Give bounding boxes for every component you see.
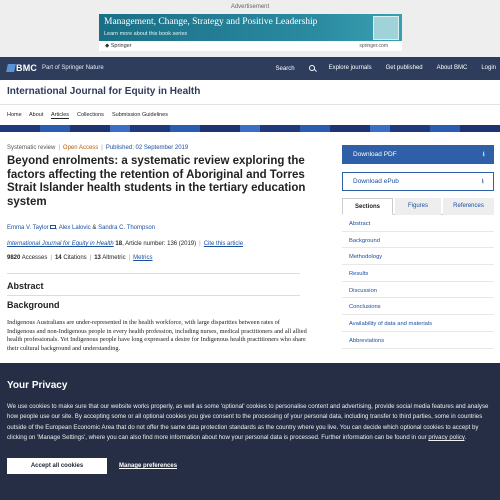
separator: | [101,145,103,151]
ad-subtitle: Learn more about this book series [104,31,188,37]
tab-figures[interactable]: Figures [395,198,441,215]
decorative-stripe [0,125,500,132]
download-icon: ⭳ [481,178,484,185]
ad-book-thumbnail [373,16,399,40]
bmc-tagline: Part of Springer Nature [42,65,104,71]
ad-footer [99,41,402,51]
author-link[interactable]: Sandra C. Thompson [98,225,155,231]
tab-references[interactable]: References [443,198,494,215]
citation-line [7,241,243,247]
ad-banner[interactable] [99,14,402,51]
nav-about-bmc[interactable]: About BMC [436,65,468,71]
section-link-methodology[interactable]: Methodology [342,248,494,265]
divider [7,295,300,296]
nav-login[interactable]: Login [481,65,496,71]
accesses-label: Accesses [21,255,48,261]
springer-logo: ◆ Springer [105,42,132,49]
separator: | [58,145,60,151]
open-access-label: Open Access [62,145,99,151]
altmetric-count: 13 [94,255,101,261]
section-link-background[interactable]: Background [342,232,494,249]
article-meta [7,145,188,151]
top-navigation [248,65,496,72]
subnav-home[interactable]: Home [7,112,22,118]
separator: | [128,255,131,261]
citations-count: 14 [54,255,62,261]
abstract-heading: Abstract [7,281,44,291]
article-title: Beyond enrolments: a systematic review exploring the factors affecting the retention of Aboriginal and Torres Strait Islander health students in the tertiary education system [7,155,306,208]
bmc-logo[interactable] [7,63,37,73]
cookie-body-end: . [464,433,467,441]
section-link-abbreviations[interactable]: Abbreviations [342,332,494,349]
search-icon [309,65,315,71]
bmc-logo-text: BMC [16,63,38,73]
download-epub-label: Download ePub [353,178,399,185]
privacy-policy-link[interactable]: privacy policy [428,433,465,441]
bmc-logo-icon [6,64,16,72]
citation-details: , Article number: 136 (2019) [122,241,197,247]
journal-navigation [0,106,500,125]
download-epub-button[interactable] [342,172,494,191]
cite-this-article-link[interactable]: Cite this article [203,241,244,247]
site-header [0,57,500,80]
separator: | [50,255,52,261]
altmetric-label: Altmetric [102,255,126,261]
ad-url: springer.com [359,42,388,49]
download-pdf-button[interactable] [342,145,494,164]
citations-label: Citations [63,255,87,261]
published-date: Published: 02 September 2019 [105,145,189,151]
author-separator: & [92,225,97,231]
section-link-availability[interactable]: Availability of data and materials [342,315,494,332]
cookie-text [7,402,499,443]
nav-search-label: Search [275,66,295,72]
ad-brand: Springer [110,42,132,49]
download-pdf-label: Download PDF [353,151,397,158]
citation-journal[interactable]: International Journal for Equity in Health [7,241,114,247]
mail-icon[interactable] [50,225,56,229]
ad-title: Management, Change, Strategy and Positive Leadership [104,17,318,27]
author-list: Emma V. Taylor , Alex Lalovic & Sandra C. Thompson [7,225,155,231]
divider [7,273,300,274]
journal-header [0,80,500,105]
citation-volume: 18 [115,241,123,247]
sidebar-tabs [342,198,494,215]
article-metrics [7,255,153,261]
background-heading: Background [7,300,60,310]
section-link-abstract[interactable]: Abstract [342,215,494,232]
accept-all-cookies-button[interactable]: Accept all cookies [7,458,107,474]
nav-explore-journals[interactable]: Explore journals [328,65,372,71]
nav-search[interactable] [262,65,315,72]
journal-title[interactable]: International Journal for Equity in Health [7,86,201,97]
metrics-link[interactable]: Metrics [133,255,153,261]
subnav-collections[interactable]: Collections [77,112,104,118]
cookie-title: Your Privacy [7,380,68,391]
cookie-body: We use cookies to make sure that our website works properly, as well as some 'optional' cookies to personalise content and advertising, provide social media features and analyse how people use our site. By accepting some or all optional cookies you give consent to the processing of your personal data, including transfer to third parties, some in countries outside of the European Economic Area that do not offer the same data protection standards as the country where you live. You can decide which optional cookies to accept by clicking on 'Manage Settings', where you can also find more information about how your personal data is processed. Further information can be found in our [7,403,489,441]
advertisement-area [0,0,500,57]
sections-list [342,215,494,349]
subnav-about[interactable]: About [29,112,44,118]
tab-sections[interactable]: Sections [342,198,393,215]
separator: | [89,255,92,261]
download-icon: ⭳ [482,151,485,158]
author-link[interactable]: Emma V. Taylor [7,225,49,231]
accesses-count: 9820 [7,255,21,261]
article-type: Systematic review [7,145,56,151]
manage-preferences-button[interactable]: Manage preferences [119,463,178,469]
section-link-results[interactable]: Results [342,265,494,282]
subnav-articles[interactable]: Articles [51,112,70,118]
section-link-discussion[interactable]: Discussion [342,282,494,299]
subnav-submission-guidelines[interactable]: Submission Guidelines [112,112,168,118]
section-link-conclusions[interactable]: Conclusions [342,298,494,315]
nav-get-published[interactable]: Get published [385,65,423,71]
separator: | [199,241,201,247]
background-text: Indigenous Australians are under-represented in the health workforce, with large disparities between rates of Indigenous and non-Indigenous people in every health profession, including nurses, medical practitioners and all allied health professionals. Yet Indigenous people have long expressed a desire for Indigenous health practitioners who share their cultural background and understanding. [7,319,307,352]
ad-label: Advertisement [230,4,270,10]
author-link[interactable]: Alex Lalovic [58,225,91,231]
cookie-consent-banner [0,363,500,500]
